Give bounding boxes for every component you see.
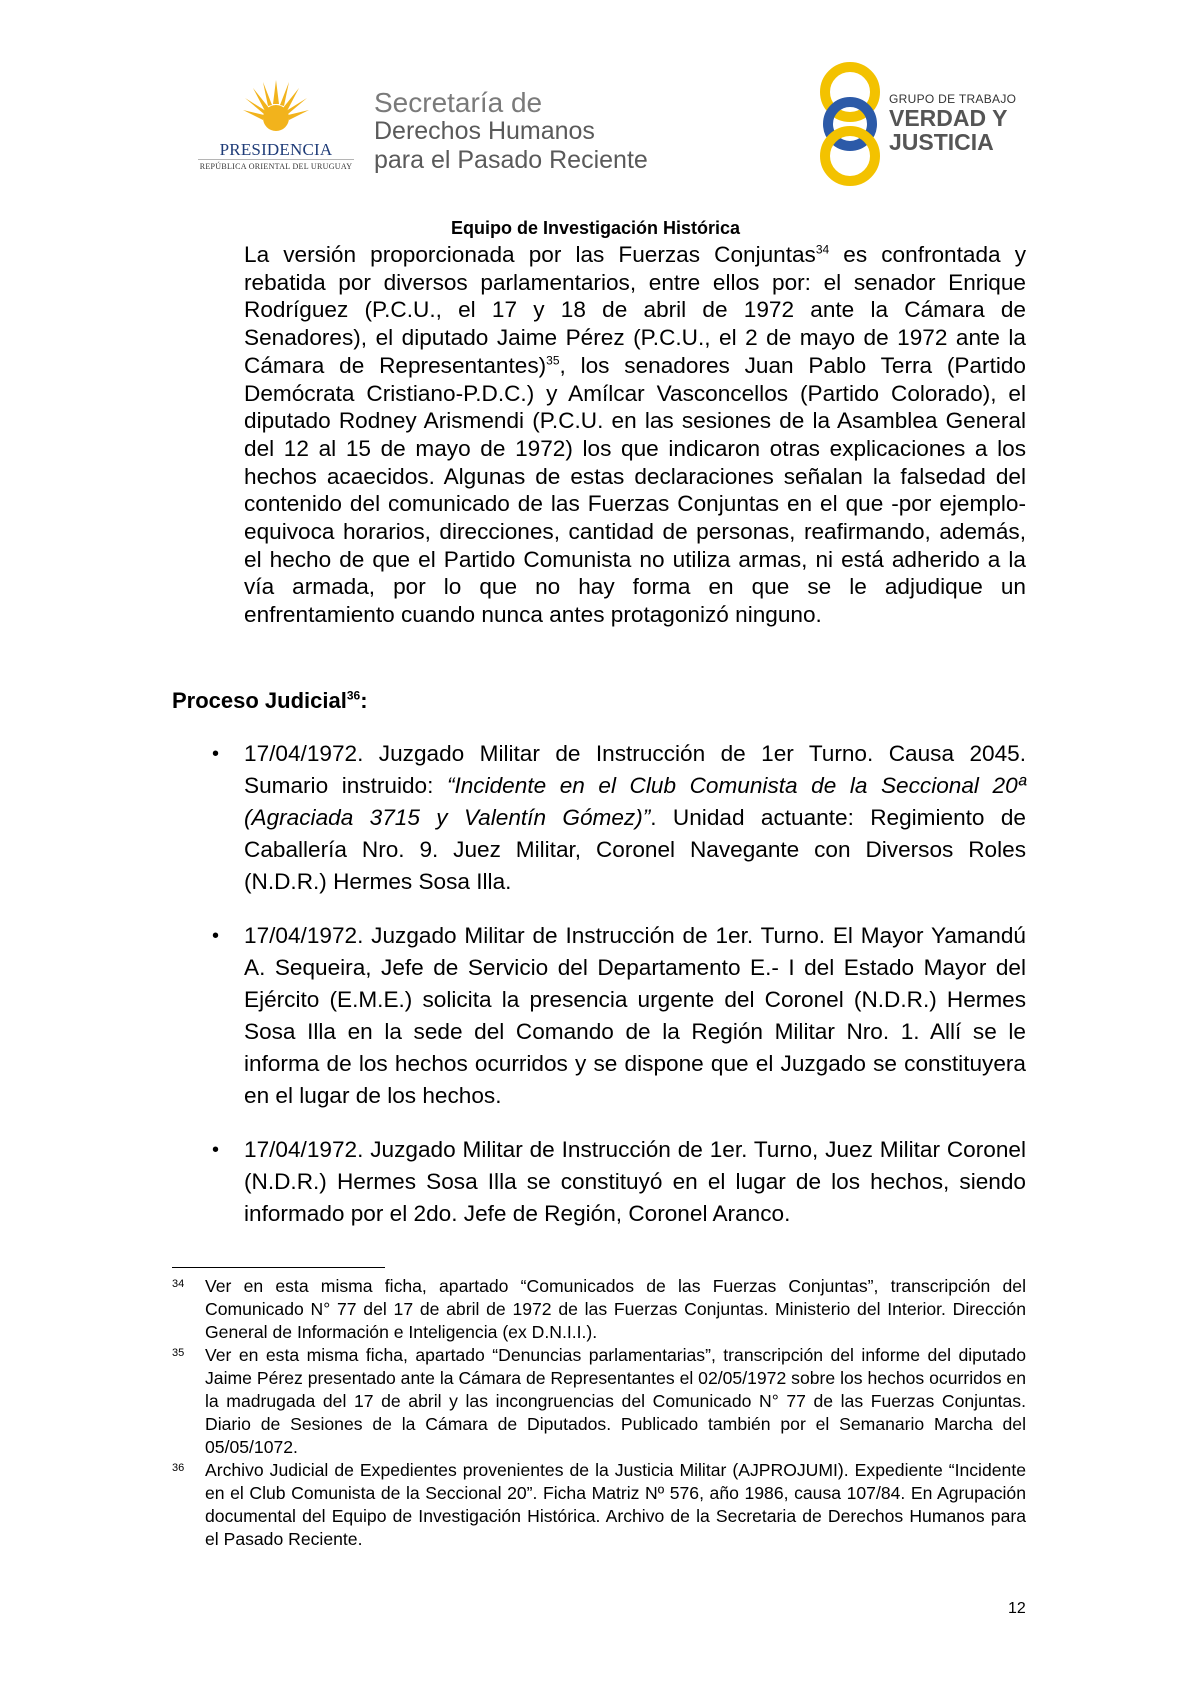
bullet-icon: • <box>212 1139 220 1161</box>
bullet-text-a: 17/04/1972. Juzgado Militar de Instrucción de 1er Turno. Causa 2045. Sumario instruido: <box>244 741 1026 798</box>
bullet-italic-text: “Incidente en el Club Comunista de la Seccional 20ª (Agraciada 3715 y Valentín Gómez)” <box>244 773 1026 830</box>
bullet-text-b: . Unidad actuante: Regimiento de Caballería Nro. 9. Juez Militar, Coronel Navegante con Diversos Roles (N.D.R.) Hermes Sosa Illa. <box>244 805 1027 894</box>
footnote-item <box>172 1459 1026 1551</box>
sun-emblem-icon <box>241 78 311 148</box>
grupo-small-label: GRUPO DE TRABAJO <box>889 92 1017 106</box>
list-item <box>212 920 1026 1112</box>
footnote-number: 35 <box>172 1347 185 1359</box>
bullet-text: 17/04/1972. Juzgado Militar de Instrucción de 1er. Turno, Juez Militar Coronel (N.D.R.) Hermes Sosa Illa se constituyó en el lugar de los hechos, siendo informado por el 2do. Jefe de Región, Coronel Aranco. <box>244 1137 1026 1226</box>
team-title: Equipo de Investigación Histórica <box>450 218 741 238</box>
secretaria-line-3: para el Pasado Reciente <box>374 146 648 174</box>
footnote-ref-34[interactable]: 34 <box>815 242 830 257</box>
secretaria-title <box>374 88 648 175</box>
footnote-number: 36 <box>172 1462 185 1474</box>
footnote-text: Ver en esta misma ficha, apartado “Comunicados de las Fuerzas Conjuntas”, transcripción del Comunicado N° 77 del 17 de abril de 1972 de las Fuerzas Conjuntas. Ministerio del Interior. Dirección General de Información e Inteligencia (ex D.N.I.I.). <box>205 1276 1026 1342</box>
secretaria-line-1: Secretaría de <box>374 87 543 118</box>
linked-rings-icon <box>810 60 890 190</box>
footnote-divider <box>172 1267 385 1268</box>
presidencia-name: PRESIDENCIA <box>219 140 333 159</box>
section-heading <box>172 688 368 714</box>
presidencia-logo <box>196 78 356 178</box>
paragraph-text-c: , los senadores Juan Pablo Terra (Partido Demócrata Cristiano-P.D.C.) y Amílcar Vasconcellos (Partido Colorado), el diputado Rodney Arismendi (P.C.U. en las sesiones de la Asamblea General del 12 al 15 de mayo de 1972) los que indicaron otras explicaciones a los hechos acaecidos. Algunas de estas declaraciones señalan la falsedad del contenido del comunicado de las Fuerzas Conjuntas en el que -por ejemplo- equivoca horarios, direcciones, cantidad de personas, reafirmando, además, el hecho de que el Partido Comunista no utiliza armas, ni está adherido a la vía armada, por lo que no hay forma en que se le adjudique un enfrentamiento cuando nunca antes protagonizó ninguno. <box>244 352 1026 628</box>
footnote-ref-36[interactable]: 36 <box>346 688 361 703</box>
main-paragraph <box>244 241 1026 629</box>
footnotes-list <box>172 1275 1026 1551</box>
footnote-ref-35[interactable]: 35 <box>546 353 560 368</box>
section-title: Proceso Judicial <box>172 688 347 713</box>
section-colon: : <box>360 688 368 713</box>
footnote-item <box>172 1275 1026 1344</box>
page-header <box>0 0 1191 238</box>
paragraph-text-b: es confrontada y rebatida por diversos parlamentarios, entre ellos por: el senador Enrique Rodríguez (P.C.U., el 17 y 18 de abril de 1972 ante la Cámara de Senadores), el diputado Jaime Pérez (P.C.U., el 2 de mayo de 1972 ante la Cámara de Representantes) <box>244 242 1026 378</box>
footnote-text: Ver en esta misma ficha, apartado “Denuncias parlamentarias”, transcripción del informe del diputado Jaime Pérez presentado ante la Cámara de Representantes el 02/05/1972 sobre los hechos ocurridos en la madrugada del 17 de abril y las incongruencias del Comunicado N° 77 de las Fuerzas Conjuntas. Diario de Sesiones de la Cámara de Diputados. Publicado también por el Semanario Marcha del 05/05/1072. <box>205 1345 1026 1457</box>
judicial-process-list <box>212 738 1027 1252</box>
list-item <box>212 738 1027 898</box>
footnote-number: 34 <box>172 1278 185 1290</box>
footnote-item <box>172 1344 1026 1459</box>
grupo-line-1: VERDAD Y <box>889 105 1008 131</box>
presidencia-subtitle: REPÚBLICA ORIENTAL DEL URUGUAY <box>199 162 353 171</box>
paragraph-text-a: La versión proporcionada por las Fuerzas Conjuntas <box>244 242 816 267</box>
bullet-icon: • <box>212 925 220 947</box>
grupo-trabajo-text <box>889 92 1016 154</box>
bullet-text: 17/04/1972. Juzgado Militar de Instrucción de 1er. Turno. El Mayor Yamandú A. Sequeira, Jefe de Servicio del Departamento E.- I del Estado Mayor del Ejército (E.M.E.) solicita la presencia urgente del Coronel (N.D.R.) Hermes Sosa Illa en la sede del Comando de la Región Militar Nro. 1. Allí se le informa de los hechos ocurridos y se dispone que el Juzgado se constituyera en el lugar de los hechos. <box>244 923 1026 1108</box>
list-item <box>212 1134 1026 1230</box>
bullet-icon: • <box>212 743 220 765</box>
secretaria-line-2: Derechos Humanos <box>374 117 595 145</box>
footnote-text: Archivo Judicial de Expedientes provenientes de la Justicia Militar (AJPROJUMI). Expediente “Incidente en el Club Comunista de la Seccional 20”. Ficha Matriz Nº 576, año 1986, causa 107/84. En Agrupación documental del Equipo de Investigación Histórica. Archivo de la Secretaria de Derechos Humanos para el Pasado Reciente. <box>205 1460 1026 1549</box>
grupo-line-2: JUSTICIA <box>889 129 994 155</box>
page-number: 12 <box>1008 1600 1026 1617</box>
logo-divider <box>198 159 354 160</box>
